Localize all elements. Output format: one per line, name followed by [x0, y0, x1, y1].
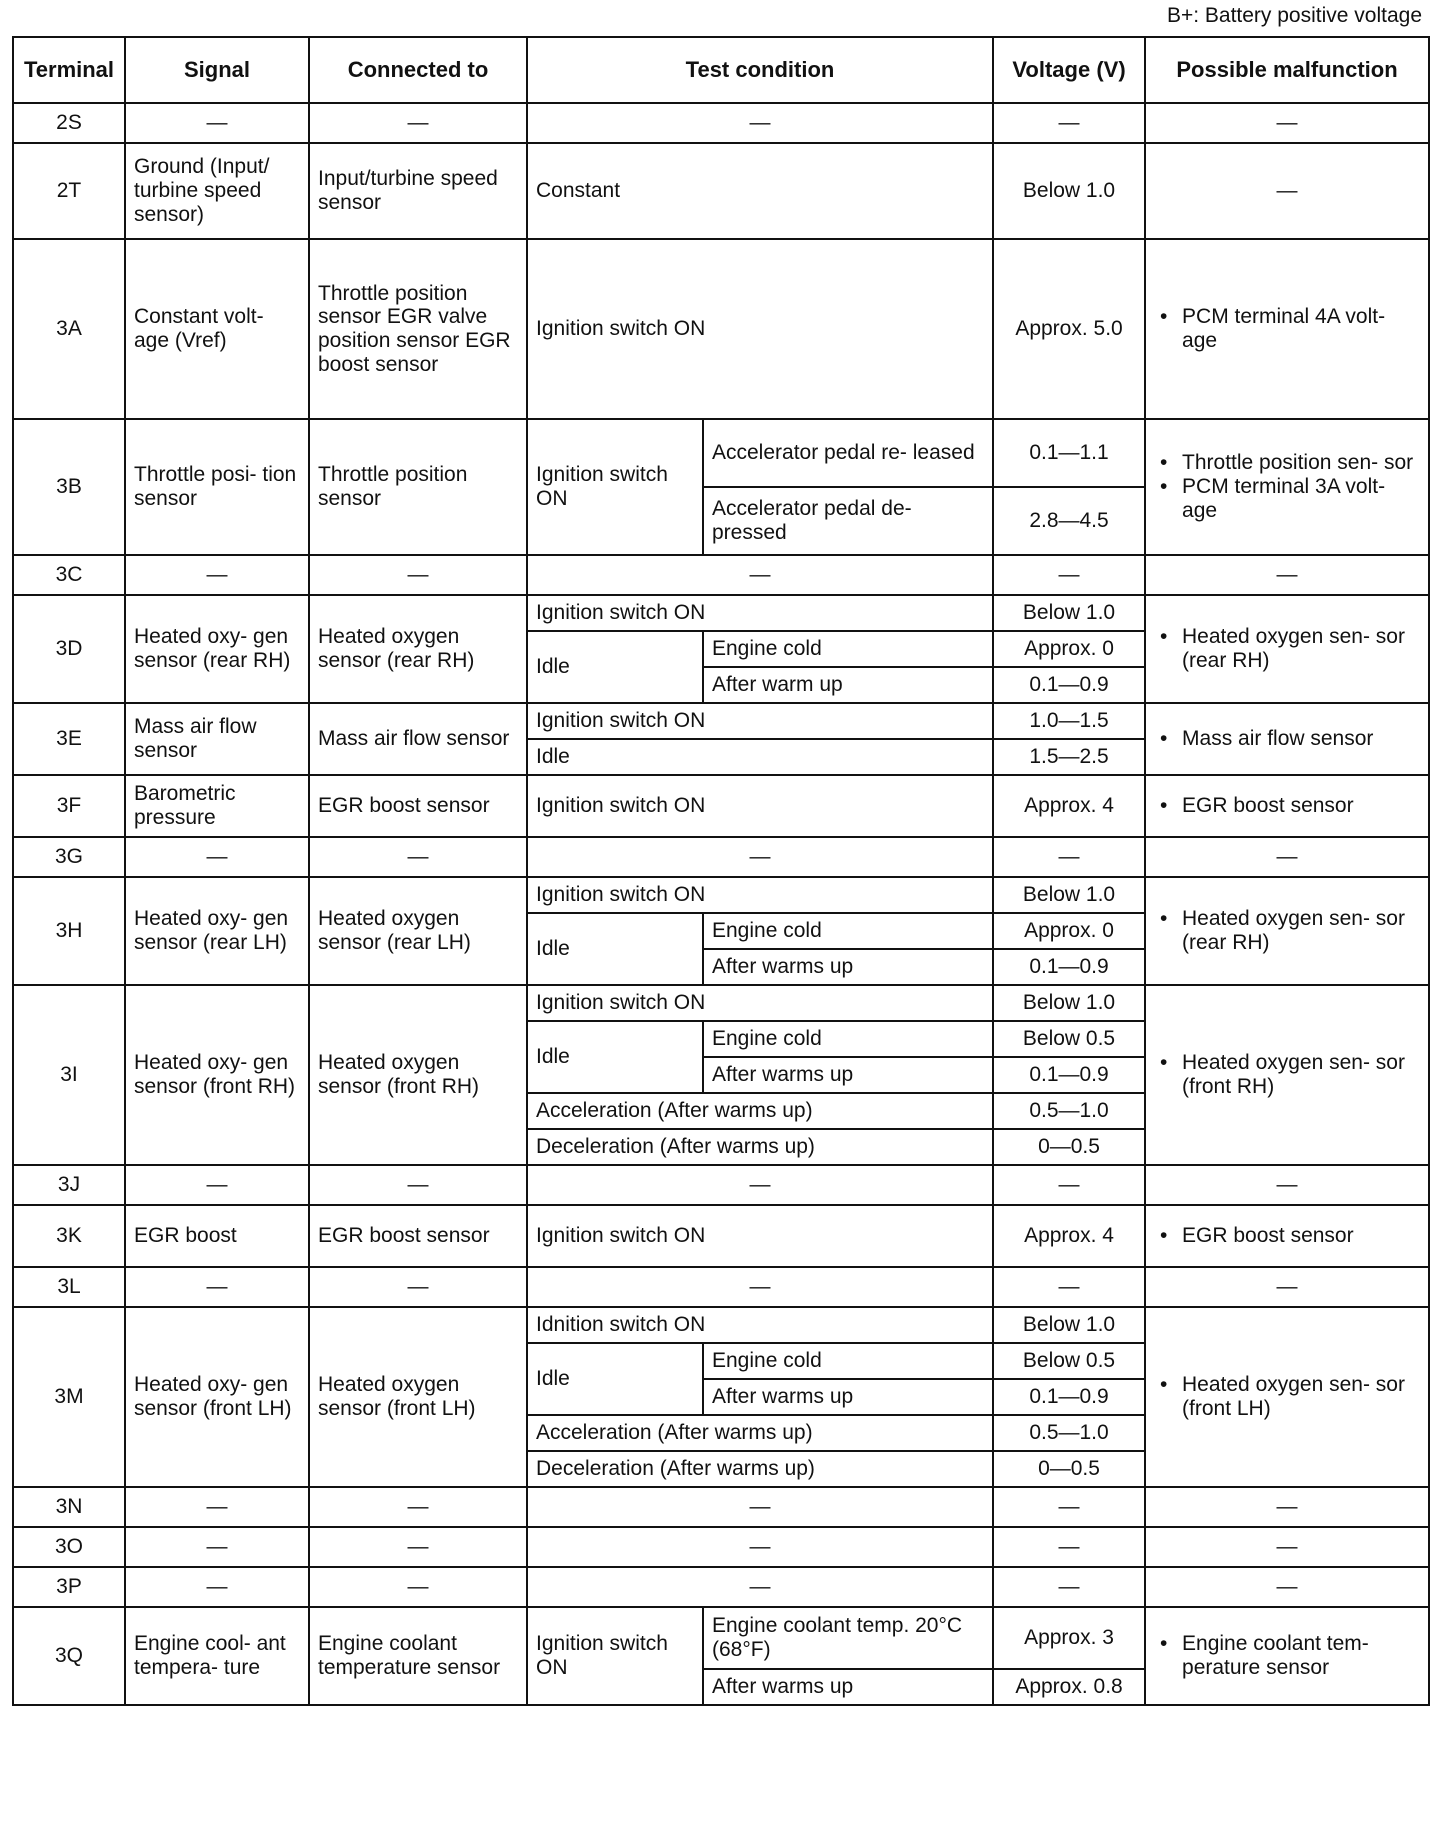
signal-cell: Heated oxy- gen sensor (rear RH): [125, 595, 309, 703]
dash-cell: —: [309, 103, 527, 143]
test-cell: Acceleration (After warms up): [527, 1415, 993, 1451]
dash-cell: —: [993, 103, 1145, 143]
signal-cell: Barometric pressure: [125, 775, 309, 837]
terminal-cell: 3L: [13, 1267, 125, 1307]
dash-cell: —: [1145, 103, 1429, 143]
dash-cell: —: [527, 103, 993, 143]
malfunction-cell: [1145, 595, 1429, 703]
dash-cell: —: [993, 555, 1145, 595]
dash-cell: —: [309, 1267, 527, 1307]
dash-cell: —: [527, 1567, 993, 1607]
subcondition-cell: After warms up: [703, 1379, 993, 1415]
table-row: [13, 877, 1429, 913]
dash-cell: —: [309, 1567, 527, 1607]
voltage-cell: 0—0.5: [993, 1129, 1145, 1165]
test-cell: Idle: [527, 631, 703, 703]
table-row: [13, 1527, 1429, 1567]
dash-cell: —: [1145, 1267, 1429, 1307]
malfunction-cell: [1145, 239, 1429, 419]
connected-cell: Throttle position sensor EGR valve position sensor EGR boost sensor: [309, 239, 527, 419]
test-cell: Acceleration (After warms up): [527, 1093, 993, 1129]
table-row: [13, 103, 1429, 143]
voltage-cell: 0.1—0.9: [993, 949, 1145, 985]
dash-cell: —: [993, 1487, 1145, 1527]
subcondition-cell: Accelerator pedal re- leased: [703, 419, 993, 487]
dash-cell: —: [527, 837, 993, 877]
test-cell: Ignition switch ON: [527, 595, 993, 631]
table-row: [13, 555, 1429, 595]
table-row: [13, 703, 1429, 739]
voltage-cell: Approx. 5.0: [993, 239, 1145, 419]
dash-cell: —: [1145, 1165, 1429, 1205]
connected-cell: Heated oxygen sensor (rear RH): [309, 595, 527, 703]
malfunction-item: • Heated oxygen sen- sor (front LH): [1160, 1373, 1420, 1420]
table-row: [13, 985, 1429, 1021]
test-cell: Ignition switch ON: [527, 239, 993, 419]
voltage-cell: 1.0—1.5: [993, 703, 1145, 739]
signal-cell: EGR boost: [125, 1205, 309, 1267]
terminal-cell: 3F: [13, 775, 125, 837]
terminal-cell: 3A: [13, 239, 125, 419]
connected-cell: Input/turbine speed sensor: [309, 143, 527, 239]
dash-cell: —: [527, 555, 993, 595]
voltage-cell: Approx. 0.8: [993, 1669, 1145, 1705]
malfunction-cell: [1145, 1307, 1429, 1487]
terminal-cell: 3D: [13, 595, 125, 703]
voltage-cell: 1.5—2.5: [993, 739, 1145, 775]
table-row: [13, 1267, 1429, 1307]
voltage-cell: Below 1.0: [993, 985, 1145, 1021]
subcondition-cell: Engine cold: [703, 631, 993, 667]
dash-cell: —: [125, 1527, 309, 1567]
malfunction-cell: [1145, 419, 1429, 555]
malfunction-item: • Heated oxygen sen- sor (rear RH): [1160, 907, 1420, 954]
voltage-cell: Below 0.5: [993, 1021, 1145, 1057]
dash-cell: —: [309, 1527, 527, 1567]
terminal-cell: 3I: [13, 985, 125, 1165]
dash-cell: —: [993, 1567, 1145, 1607]
connected-cell: Heated oxygen sensor (front LH): [309, 1307, 527, 1487]
test-cell: Idle: [527, 1021, 703, 1093]
voltage-cell: Below 0.5: [993, 1343, 1145, 1379]
dash-cell: —: [993, 1165, 1145, 1205]
voltage-cell: Approx. 4: [993, 1205, 1145, 1267]
voltage-cell: 2.8—4.5: [993, 487, 1145, 555]
malfunction-item: • Heated oxygen sen- sor (front RH): [1160, 1051, 1420, 1098]
dash-cell: —: [125, 103, 309, 143]
terminal-cell: 3M: [13, 1307, 125, 1487]
test-cell: Ignition switch ON: [527, 1607, 703, 1705]
malfunction-item: • Heated oxygen sen- sor (rear RH): [1160, 625, 1420, 672]
dash-cell: —: [1145, 143, 1429, 239]
malfunction-item: • Mass air flow sensor: [1160, 727, 1420, 751]
subcondition-cell: Accelerator pedal de- pressed: [703, 487, 993, 555]
voltage-cell: 0.5—1.0: [993, 1093, 1145, 1129]
terminal-cell: 2S: [13, 103, 125, 143]
malfunction-item: • EGR boost sensor: [1160, 794, 1420, 818]
dash-cell: —: [993, 1267, 1145, 1307]
test-cell: Ignition switch ON: [527, 985, 993, 1021]
dash-cell: —: [1145, 1487, 1429, 1527]
table-row: [13, 1165, 1429, 1205]
terminal-cell: 3H: [13, 877, 125, 985]
test-cell: Deceleration (After warms up): [527, 1451, 993, 1487]
table-row: [13, 775, 1429, 837]
dash-cell: —: [1145, 555, 1429, 595]
subcondition-cell: After warms up: [703, 949, 993, 985]
subcondition-cell: After warms up: [703, 1057, 993, 1093]
malfunction-cell: [1145, 703, 1429, 775]
table-row: [13, 595, 1429, 631]
terminal-cell: 2T: [13, 143, 125, 239]
connected-cell: Engine coolant temperature sensor: [309, 1607, 527, 1705]
terminal-cell: 3O: [13, 1527, 125, 1567]
table-row: [13, 1307, 1429, 1343]
voltage-cell: Below 1.0: [993, 877, 1145, 913]
connected-cell: Heated oxygen sensor (rear LH): [309, 877, 527, 985]
table-row: [13, 143, 1429, 239]
malfunction-item: • EGR boost sensor: [1160, 1224, 1420, 1248]
terminal-cell: 3N: [13, 1487, 125, 1527]
signal-cell: Engine cool- ant tempera- ture: [125, 1607, 309, 1705]
malfunction-item: • PCM terminal 4A volt- age: [1160, 305, 1420, 352]
connected-cell: EGR boost sensor: [309, 775, 527, 837]
connected-cell: Heated oxygen sensor (front RH): [309, 985, 527, 1165]
subcondition-cell: Engine cold: [703, 1021, 993, 1057]
subcondition-cell: Engine coolant temp. 20°C (68°F): [703, 1607, 993, 1669]
voltage-cell: Approx. 3: [993, 1607, 1145, 1669]
dash-cell: —: [527, 1267, 993, 1307]
dash-cell: —: [527, 1527, 993, 1567]
dash-cell: —: [1145, 837, 1429, 877]
header-voltage: Voltage (V): [993, 37, 1145, 103]
voltage-cell: Below 1.0: [993, 1307, 1145, 1343]
voltage-cell: Approx. 0: [993, 913, 1145, 949]
table-row: [13, 1487, 1429, 1527]
table-row: [13, 837, 1429, 877]
voltage-cell: 0—0.5: [993, 1451, 1145, 1487]
pcm-terminal-table: [12, 36, 1430, 1706]
malfunction-cell: [1145, 775, 1429, 837]
dash-cell: —: [125, 555, 309, 595]
test-cell: Ignition switch ON: [527, 877, 993, 913]
dash-cell: —: [309, 1165, 527, 1205]
terminal-cell: 3G: [13, 837, 125, 877]
voltage-cell: Approx. 4: [993, 775, 1145, 837]
dash-cell: —: [309, 555, 527, 595]
signal-cell: Heated oxy- gen sensor (front RH): [125, 985, 309, 1165]
test-cell: Ignition switch ON: [527, 703, 993, 739]
terminal-cell: 3K: [13, 1205, 125, 1267]
test-cell: Constant: [527, 143, 993, 239]
connected-cell: Throttle position sensor: [309, 419, 527, 555]
header-signal: Signal: [125, 37, 309, 103]
test-cell: Idnition switch ON: [527, 1307, 993, 1343]
dash-cell: —: [1145, 1567, 1429, 1607]
header-connected-to: Connected to: [309, 37, 527, 103]
subcondition-cell: After warms up: [703, 1669, 993, 1705]
malfunction-item: • PCM terminal 3A volt- age: [1160, 475, 1420, 522]
malfunction-cell: [1145, 1205, 1429, 1267]
dash-cell: —: [993, 837, 1145, 877]
test-cell: Idle: [527, 739, 993, 775]
dash-cell: —: [309, 1487, 527, 1527]
dash-cell: —: [125, 1165, 309, 1205]
subcondition-cell: After warm up: [703, 667, 993, 703]
signal-cell: Throttle posi- tion sensor: [125, 419, 309, 555]
dash-cell: —: [993, 1527, 1145, 1567]
subcondition-cell: Engine cold: [703, 1343, 993, 1379]
malfunction-item: • Throttle position sen- sor: [1160, 451, 1420, 475]
signal-cell: Constant volt- age (Vref): [125, 239, 309, 419]
connected-cell: Mass air flow sensor: [309, 703, 527, 775]
dash-cell: —: [527, 1487, 993, 1527]
signal-cell: Ground (Input/ turbine speed sensor): [125, 143, 309, 239]
header-terminal: Terminal: [13, 37, 125, 103]
dash-cell: —: [125, 1267, 309, 1307]
header-test-condition: Test condition: [527, 37, 993, 103]
voltage-cell: 0.1—0.9: [993, 667, 1145, 703]
voltage-cell: Approx. 0: [993, 631, 1145, 667]
terminal-cell: 3P: [13, 1567, 125, 1607]
terminal-cell: 3C: [13, 555, 125, 595]
header-row: [13, 37, 1429, 103]
malfunction-cell: [1145, 985, 1429, 1165]
terminal-cell: 3J: [13, 1165, 125, 1205]
signal-cell: Heated oxy- gen sensor (front LH): [125, 1307, 309, 1487]
test-cell: Idle: [527, 913, 703, 985]
table-row: [13, 1567, 1429, 1607]
malfunction-cell: [1145, 877, 1429, 985]
voltage-cell: Below 1.0: [993, 143, 1145, 239]
table-row: [13, 239, 1429, 419]
test-cell: Ignition switch ON: [527, 1205, 993, 1267]
dash-cell: —: [1145, 1527, 1429, 1567]
test-cell: Ignition switch ON: [527, 775, 993, 837]
voltage-cell: 0.1—0.9: [993, 1057, 1145, 1093]
dash-cell: —: [527, 1165, 993, 1205]
table-row: [13, 1205, 1429, 1267]
voltage-note: B+: Battery positive voltage: [1166, 4, 1422, 27]
voltage-cell: Below 1.0: [993, 595, 1145, 631]
voltage-cell: 0.1—0.9: [993, 1379, 1145, 1415]
dash-cell: —: [125, 1567, 309, 1607]
connected-cell: EGR boost sensor: [309, 1205, 527, 1267]
dash-cell: —: [309, 837, 527, 877]
malfunction-item: • Engine coolant tem- perature sensor: [1160, 1632, 1420, 1679]
signal-cell: Heated oxy- gen sensor (rear LH): [125, 877, 309, 985]
subcondition-cell: Engine cold: [703, 913, 993, 949]
voltage-cell: 0.1—1.1: [993, 419, 1145, 487]
malfunction-cell: [1145, 1607, 1429, 1705]
terminal-cell: 3B: [13, 419, 125, 555]
signal-cell: Mass air flow sensor: [125, 703, 309, 775]
dash-cell: —: [125, 1487, 309, 1527]
terminal-cell: 3Q: [13, 1607, 125, 1705]
dash-cell: —: [125, 837, 309, 877]
terminal-cell: 3E: [13, 703, 125, 775]
header-possible-malfunction: Possible malfunction: [1145, 37, 1429, 103]
test-cell: Ignition switch ON: [527, 419, 703, 555]
table-row: [13, 419, 1429, 487]
voltage-cell: 0.5—1.0: [993, 1415, 1145, 1451]
test-cell: Idle: [527, 1343, 703, 1415]
test-cell: Deceleration (After warms up): [527, 1129, 993, 1165]
table-row: [13, 1607, 1429, 1669]
